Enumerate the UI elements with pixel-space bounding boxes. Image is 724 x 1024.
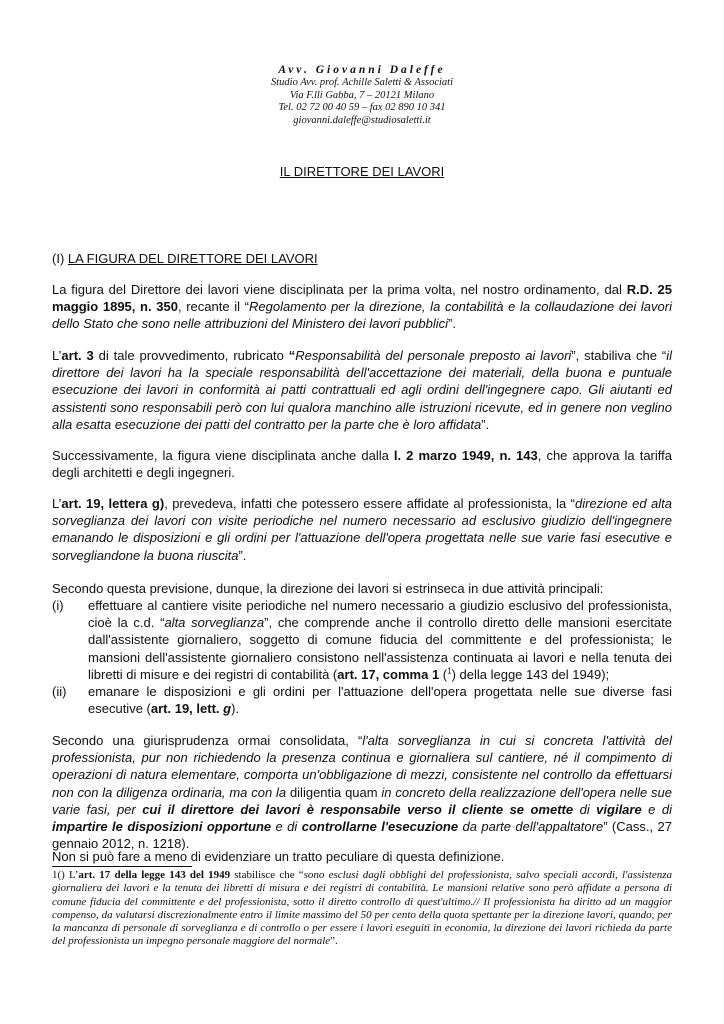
lawyer-name: Avv. Giovanni Daleffe	[278, 64, 446, 76]
paragraph-1: La figura del Direttore dei lavori viene disciplinata per la prima volta, nel nostro ordinamento, dal R.D. 25 maggio 1895, n. 350, recante il “Regolamento per la direzione, la contabilità e la collaudazione dei lavori dello Stato che sono nelle attribuzioni del Ministero dei lavori pubblici”.	[52, 282, 672, 332]
letterhead	[0, 64, 724, 128]
studio-address: Via F.lli Gabba, 7 – 20121 Milano	[289, 89, 435, 101]
paragraph-3: Successivamente, la figura viene disciplinata anche dalla l. 2 marzo 1949, n. 143, che approva la tariffa degli architetti e degli ingegneri.	[52, 448, 672, 481]
document-title: IL DIRETTORE DEI LAVORI	[279, 164, 445, 179]
studio-name: Studio Avv. prof. Achille Saletti & Associati	[271, 76, 453, 88]
paragraph-5: Secondo questa previsione, dunque, la direzione dei lavori si estrinseca in due attività principali:	[52, 581, 604, 596]
footnote-1: 1() L’art. 17 della legge 143 del 1949 stabilisce che “sono esclusi dagli obblighi del professionista, salvo speciali accordi, l'assistenza giornaliera dei lavori e la tenuta dei libretti di misura e dei registri di contabilità. Le mansioni relative sono però affidate a persona di comune fiducia del committente e del professionista, sotto il diretto controllo di quest'ultimo.// Il professionista ha diritto ad un maggior compenso, da valutarsi discrezionalmente entro il limite massimo del 50 per cento della quota spettante per la direzione lavori, quando, per la mancanza di personale di sorveglianza e di controllo o per essere i lavori eseguiti in economia, la direzione dei lavori richieda da parte del professionista un impegno personale maggiore del normale”.	[52, 869, 672, 948]
paragraph-4: L’art. 19, lettera g), prevedeva, infatti che potessero essere affidate al professionista, la “direzione ed alta sorveglianza dei lavori con visite periodiche nel numero necessario ad esclusivo giudizio dell'ingegnere emanando le disposizioni e gli ordini per l'attuazione dell'opera progettata nelle sue varie fasi esecutive e sorvegliandone la buona riuscita”.	[52, 496, 672, 563]
studio-email: giovanni.daleffe@studiosaletti.it	[293, 115, 431, 127]
document-page: Avv. Giovanni Daleffe Studio Avv. prof. Achille Saletti & Associati Via F.lli Gabba, 7 – 20121 Milano Tel. 02 72 00 40 59 – fax 02 890 10 341 giovanni.daleffe@studiosaletti.it IL DIRETTORE DEI LAVORI (I) LA FIGURA DEL DIRETTORE DEI LAVORI La figura del Direttore dei lavori viene disciplinata per la prima volta, nel nostro ordinamento, dal R.D. 25 maggio 1895, n. 350, recante il “Regolamento per la direzione, la contabilità e la collaudazione dei lavori dello Stato che sono nelle attribuzioni del Ministero dei lavori pubblici”. L’art. 3 di tale provvedimento, rubricato “Responsabilità del personale preposto ai lavori”, stabiliva che “il direttore dei lavori ha la speciale responsabilità dell'accettazione dei materiali, della buona e puntuale esecuzione dei lavori in conformità ai patti contrattuali ed agli ordini dell'ingegnere capo. Gli aiutanti ed assistenti sono responsabili però con lui qualora manchino alle istruzioni ricevute, ed in genere non veglino alla esatta esecuzione dei patti del contratto per la parte che è loro affidata”. Successivamente, la figura viene disciplinata anche dalla l. 2 marzo 1949, n. 143, che approva la tariffa degli architetti e degli ingegneri. L’art. 19, lettera g), prevedeva, infatti che potessero essere affidate al professionista, la “direzione ed alta sorveglianza dei lavori con visite periodiche nel numero necessario ad esclusivo giudizio dell'ingegnere emanando le disposizioni e gli ordini per l'attuazione dell'opera progettata nelle sue varie fasi esecutive e sorvegliandone la buona riuscita”. Secondo questa previsione, dunque, la direzione dei lavori si estrinseca in due attività principali: (i) effettuare al cantiere visite periodiche nel numero necessario a giudizio esclusivo del professionista, cioè la c.d. “alta sorveglianza”, che comprende anche il controllo diretto delle mansioni esercitate dall'assistente giornaliero, soggetto di comune fiducia del committente e del professionista; le mansioni dell'assistente giornaliero consistono nell'assistenza continuata ai lavori e nella tenuta dei libretti di misure e dei registri di contabilità (art. 17, comma 1 ($^1$) della legge 143 del 1949); (ii) emanare le disposizioni e gli ordini per l'attuazione dell'opera progettata nelle sue diverse fasi esecutive (art. 19, lett. g). Secondo una giurisprudenza ormai consolidata, “l'alta sorveglianza in cui si concreta l'attività del professionista, pur non richiedendo la presenza continua e giornaliera sul cantiere, né il compimento di operazioni di natura elementare, comporta un'obbligazione di mezzi, consistente nel controllo da effettuarsi non con la diligenza ordinaria, ma con la diligentia quam in concreto della realizzazione dell'opera nelle sue varie fasi, per cui il direttore dei lavori è responsabile verso il cliente se omette di vigilare e di impartire le disposizioni opportune e di controllarne l'esecuzione da parte dell'appaltatore” (Cass., 27 gennaio 2012, n. 1218). Non si può fare a meno di evidenziare un tratto peculiare di questa definizione. 1() L’art. 17 della legge 143 del 1949 stabilisce che “sono esclusi dagli obblighi del professionista, salvo speciali accordi, l'assistenza giornaliera dei lavori e la tenuta dei libretti di misura e dei registri di contabilità. Le mansioni relative sono però affidate a persona di comune fiducia del committente e del professionista, sotto il diretto controllo di quest'ultimo.// Il professionista ha diritto ad un maggior compenso, da valutarsi discrezionalmente entro il limite massimo del 50 per cento della quota spettante per la direzione lavori, quando, per la mancanza di personale di sorveglianza e di controllo o per essere i lavori eseguiti in economia, la direzione dei lavori richieda da parte del professionista un impegno personale maggiore del normale”.	[0, 0, 724, 1024]
studio-phone: Tel. 02 72 00 40 59 – fax 02 890 10 341	[278, 102, 446, 114]
section-heading-text: LA FIGURA DEL DIRETTORE DEI LAVORI	[67, 251, 318, 266]
paragraph-2: L’art. 3 di tale provvedimento, rubricato “Responsabilità del personale preposto ai lavori”, stabiliva che “il direttore dei lavori ha la speciale responsabilità dell'accettazione dei materiali, della buona e puntuale esecuzione dei lavori in conformità ai patti contrattuali ed agli ordini dell'ingegnere capo. Gli aiutanti ed assistenti sono responsabili però con lui qualora manchino alle istruzioni ricevute, ed in genere non veglino alla esatta esecuzione dei patti del contratto per la parte che è loro affidata”.	[52, 348, 672, 432]
paragraph-6: Secondo una giurisprudenza ormai consolidata, “l'alta sorveglianza in cui si concreta l'attività del professionista, pur non richiedendo la presenza continua e giornaliera sul cantiere, né il compimento di operazioni di natura elementare, comporta un'obbligazione di mezzi, consistente nel controllo da effettuarsi non con la diligenza ordinaria, ma con la diligentia quam in concreto della realizzazione dell'opera nelle sue varie fasi, per cui il direttore dei lavori è responsabile verso il cliente se omette di vigilare e di impartire le disposizioni opportune e di controllarne l'esecuzione da parte dell'appaltatore” (Cass., 27 gennaio 2012, n. 1218).	[52, 733, 673, 852]
footnote-divider	[52, 866, 192, 867]
section-heading-prefix: (I)	[52, 251, 68, 266]
section-heading	[52, 250, 672, 267]
paragraph-7: Non si può fare a meno di evidenziare un tratto peculiare di questa definizione.	[52, 849, 505, 864]
footnote-ref: 1	[447, 666, 452, 676]
